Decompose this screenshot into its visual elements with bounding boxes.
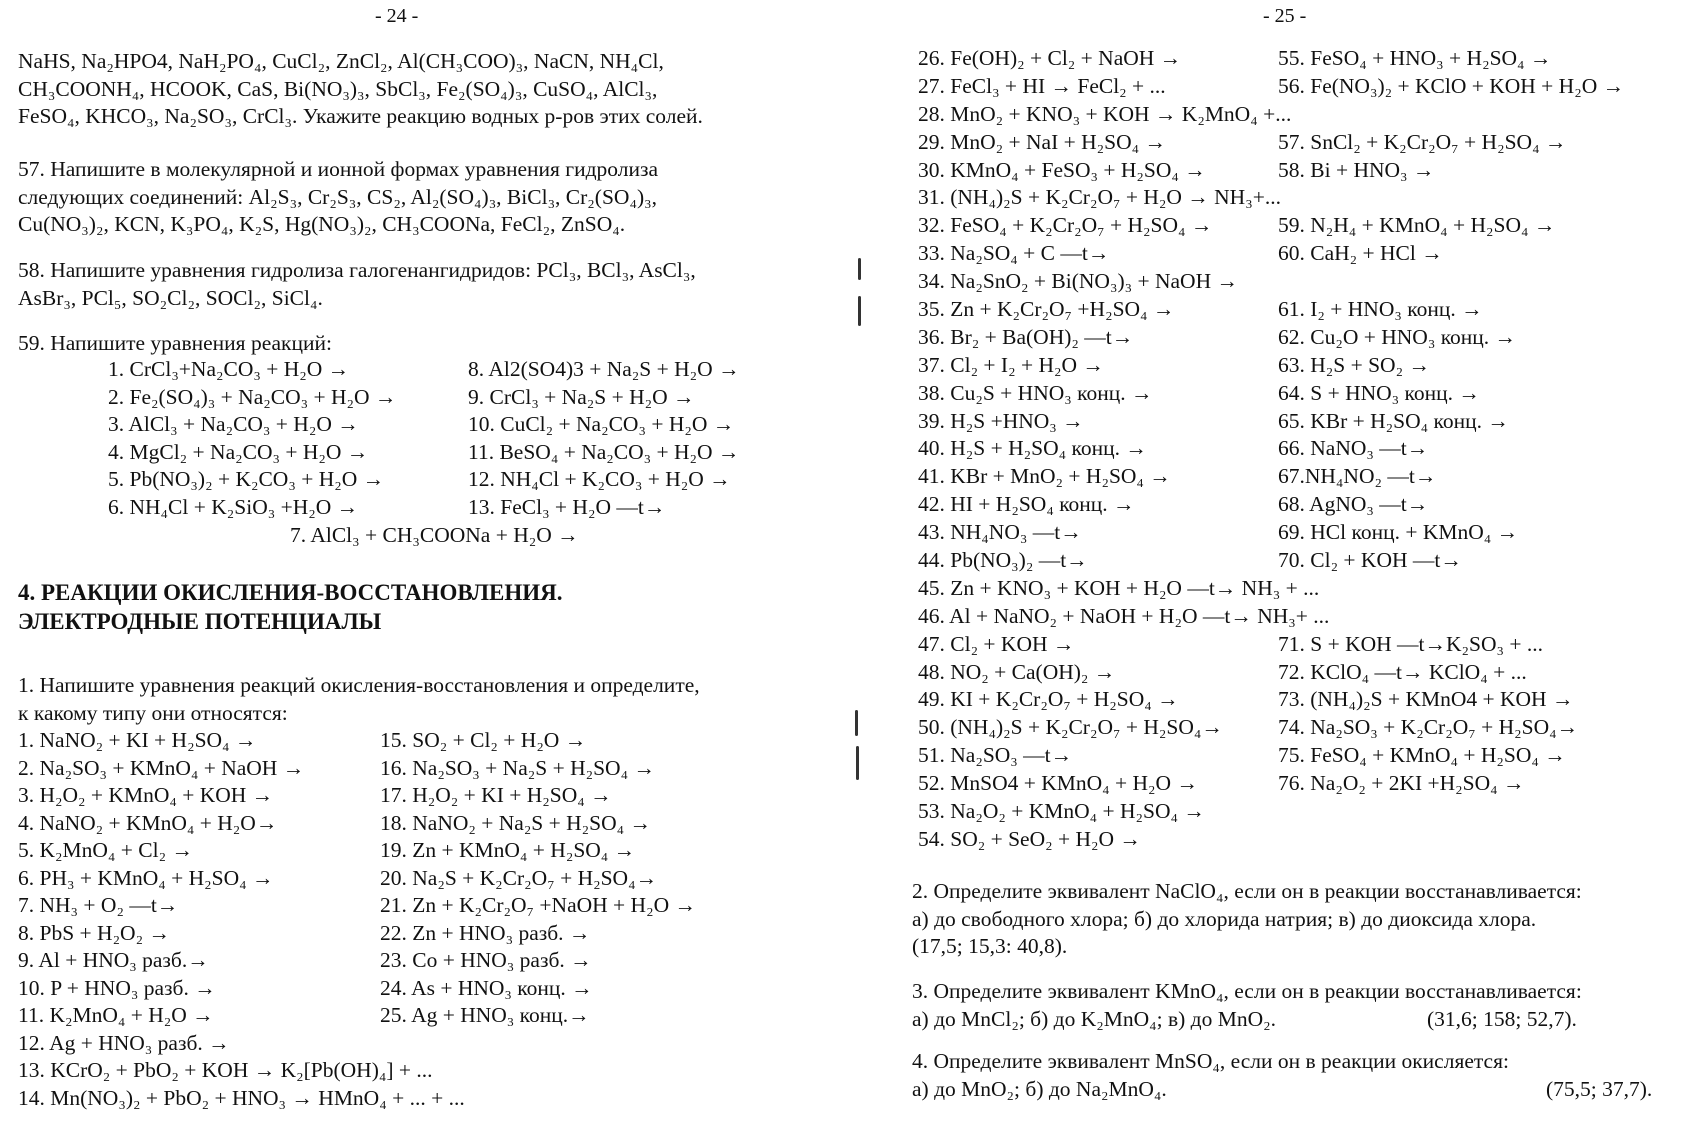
equation: 24. As + HNO₃ конц. →: [380, 975, 593, 1000]
equation: 4. NaNO₂ + KMnO₄ + H₂O→: [18, 810, 278, 835]
redox-column-4: [1278, 45, 1624, 798]
task-2-line: а) до свободного хлора; б) до хлорида натрия; в) до диоксида хлора.: [912, 906, 1537, 931]
equation: 9. CrCl₃ + Na₂S + H₂O →: [468, 384, 695, 409]
intro-line: NaHS, Na₂HPO4, NaH₂PO₄, CuCl₂, ZnCl₂, Al(CH₃COO)₃, NaCN, NH₄Cl,: [18, 49, 664, 73]
task-58: [18, 257, 783, 312]
equation: 23. Co + HNO₃ разб. →: [380, 948, 592, 972]
equation: 33. Na₂SO₄ + C —t→: [918, 241, 1110, 266]
equation: 65. KBr + H₂SO₄ конц. →: [1278, 408, 1509, 433]
equation: 3. AlCl₃ + Na₂CO₃ + H₂O →: [108, 412, 359, 436]
task-3-text: а) до MnCl₂; б) до K₂MnO₄; в) до MnO₂.: [912, 1006, 1276, 1031]
margin-mark: [858, 296, 861, 326]
redox-column-3: [918, 45, 1329, 854]
equation: 74. Na₂SO₃ + K₂Cr₂O₇ + H₂SO₄→: [1278, 715, 1579, 740]
task-4-line: 4. Определите эквивалент MnSO₄, если он в реакции окисляется:: [912, 1049, 1509, 1073]
equation: 63. H₂S + SO₂ →: [1278, 352, 1430, 377]
task-57: [18, 156, 783, 239]
equation: 64. S + HNO₃ конц. →: [1278, 380, 1480, 405]
equation: 8. PbS + H₂O₂ →: [18, 920, 170, 945]
section-heading-line-2: ЭЛЕКТРОДНЫЕ ПОТЕНЦИАЛЫ: [18, 609, 382, 635]
equation: 56. Fe(NO₃)₂ + KClO + KOH + H₂O →: [1278, 73, 1625, 98]
equation: 7. NH₃ + O₂ —t→: [18, 893, 179, 917]
equation: 13. FeCl₃ + H₂O —t→: [468, 494, 666, 519]
task-3-line: [912, 1006, 1652, 1034]
section-heading-line-1: 4. РЕАКЦИИ ОКИСЛЕНИЯ-ВОССТАНОВЛЕНИЯ.: [18, 580, 563, 605]
equation: 53. Na₂O₂ + KMnO₄ + H₂SO₄ →: [918, 799, 1205, 824]
equation: 60. CaH₂ + HCl →: [1278, 241, 1443, 266]
redox-column-2: [380, 727, 696, 1030]
equation: 66. NaNO₃ —t→: [1278, 436, 1429, 461]
equation: 36. Br₂ + Ba(OH)₂ —t→: [918, 324, 1134, 349]
task-57-line: Cu(NO₃)₂, KCN, K₃PO₄, K₂S, Hg(NO₃)₂, CH₃COONa, FeCl₂, ZnSO₄.: [18, 212, 626, 236]
task-4-text: а) до MnO₂; б) до Na₂MnO₄.: [912, 1076, 1167, 1101]
equation: 41. KBr + MnO₂ + H₂SO₄ →: [918, 464, 1171, 489]
equation: 73. (NH₄)₂S + KMnO4 + KOH →: [1278, 687, 1574, 712]
equation: 12. NH₄Cl + K₂CO₃ + H₂O →: [468, 467, 731, 491]
equation: 59. N₂H₄ + KMnO₄ + H₂SO₄ →: [1278, 213, 1556, 238]
equation: 9. Al + HNO₃ разб.→: [18, 948, 209, 972]
task-2: [912, 878, 1652, 961]
equation: 31. (NH₄)₂S + K₂Cr₂O₇ + H₂O → NH₃+...: [918, 185, 1281, 210]
equation: 4. MgCl₂ + Na₂CO₃ + H₂O →: [108, 439, 369, 464]
task-4: [912, 1048, 1652, 1103]
redox-intro-line: к какому типу они относятся:: [18, 700, 288, 725]
equation: 11. K₂MnO₄ + H₂O →: [18, 1003, 214, 1027]
equation: 67.NH₄NO₂ —t→: [1278, 464, 1437, 489]
equation: 11. BeSO₄ + Na₂CO₃ + H₂O →: [468, 439, 740, 464]
equation: 72. KClO₄ —t→ KClO₄ + ...: [1278, 659, 1527, 684]
task-2-answers: (17,5; 15,3: 40,8).: [912, 934, 1068, 958]
task-3: [912, 978, 1652, 1033]
equation: 55. FeSO₄ + HNO₃ + H₂SO₄ →: [1278, 46, 1552, 70]
equation: 10. P + HNO₃ разб. →: [18, 975, 216, 1000]
equation: [1278, 603, 1624, 631]
page-number-left: - 24 -: [375, 5, 419, 27]
equation: 54. SO₂ + SeO₂ + H₂O →: [918, 826, 1141, 851]
equation: 19. Zn + KMnO₄ + H₂SO₄ →: [380, 838, 636, 862]
equation: 1. CrCl₃+Na₂CO₃ + H₂O →: [108, 357, 350, 381]
page-number-right: - 25 -: [1263, 5, 1307, 27]
equation: 18. NaNO₂ + Na₂S + H₂SO₄ →: [380, 810, 652, 835]
equation: 26. Fe(OH)₂ + Cl₂ + NaOH →: [918, 46, 1182, 70]
equation: 14. Mn(NO₃)₂ + PbO₂ + HNO₃ → HMnO₄ + ... + ...: [18, 1085, 465, 1110]
equation: 58. Bi + HNO₃ →: [1278, 157, 1435, 182]
equation: 28. MnO₂ + KNO₃ + KOH → K₂MnO₄ +...: [918, 101, 1292, 126]
intro-paragraph: [18, 48, 783, 131]
equation: 27. FeCl₃ + HI → FeCl₂ + ...: [918, 73, 1166, 98]
equation: 62. Cu₂O + HNO₃ конц. →: [1278, 324, 1517, 349]
equation: 8. Al2(SO4)3 + Na₂S + H₂O →: [468, 357, 740, 381]
equation: 13. KCrO₂ + PbO₂ + KOH → K₂[Pb(OH)₄] + ...: [18, 1058, 433, 1082]
equation: 70. Cl₂ + KOH —t→: [1278, 548, 1462, 573]
task-4-answers: (75,5; 37,7).: [1546, 1076, 1653, 1101]
equation: 69. HCl конц. + KMnO₄ →: [1278, 520, 1519, 545]
equation: 57. SnCl₂ + K₂Cr₂O₇ + H₂SO₄ →: [1278, 129, 1567, 154]
equation: 37. Cl₂ + I₂ + H₂O →: [918, 352, 1104, 377]
equation: 2. Na₂SO₃ + KMnO₄ + NaOH →: [18, 755, 305, 780]
margin-mark: [855, 710, 858, 736]
equation: 32. FeSO₄ + K₂Cr₂O₇ + H₂SO₄ →: [918, 213, 1213, 238]
equation: 35. Zn + K₂Cr₂O₇ +H₂SO₄ →: [918, 297, 1175, 322]
equation: 71. S + KOH —t→K₂SO₃ + ...: [1278, 631, 1544, 656]
equation: 47. Cl₂ + KOH →: [918, 631, 1075, 656]
task-3-line: 3. Определите эквивалент KMnO₄, если он в реакции восстанавливается:: [912, 979, 1582, 1003]
equation: 44. Pb(NO₃)₂ —t→: [918, 548, 1088, 573]
equation: 1. NaNO₂ + KI + H₂SO₄ →: [18, 728, 257, 752]
equation: [1278, 184, 1624, 212]
equation: 5. K₂MnO₄ + Cl₂ →: [18, 838, 193, 862]
equation: 6. PH₃ + KMnO₄ + H₂SO₄ →: [18, 865, 274, 890]
equation: 42. HI + H₂SO₄ конц. →: [918, 492, 1135, 517]
equation: 43. NH₄NO₃ —t→: [918, 520, 1082, 545]
equation: 49. KI + K₂Cr₂O₇ + H₂SO₄ →: [918, 687, 1179, 712]
equation: 38. Cu₂S + HNO₃ конц. →: [918, 380, 1153, 405]
equation: 22. Zn + HNO₃ разб. →: [380, 920, 591, 945]
equation: 40. H₂S + H₂SO₄ конц. →: [918, 436, 1147, 461]
equation: 29. MnO₂ + NaI + H₂SO₄ →: [918, 129, 1166, 154]
equation: 21. Zn + K₂Cr₂O₇ +NaOH + H₂O →: [380, 893, 696, 917]
task-58-line: 58. Напишите уравнения гидролиза галогенангидридов: PCl₃, BCl₃, AsCl₃,: [18, 258, 696, 282]
equation: 51. Na₂SO₃ —t→: [918, 743, 1073, 768]
margin-mark: [856, 746, 859, 780]
equation: 48. NO₂ + Ca(OH)₂ →: [918, 659, 1116, 684]
task-58-line: AsBr₃, PCl₅, SO₂Cl₂, SOCl₂, SiCl₄.: [18, 285, 323, 310]
equation: 5. Pb(NO₃)₂ + K₂CO₃ + H₂O →: [108, 467, 385, 491]
section-heading: [18, 578, 563, 636]
task-4-line: [912, 1076, 1652, 1104]
equation: 34. Na₂SnO₂ + Bi(NO₃)₃ + NaOH →: [918, 269, 1238, 294]
equation: 39. H₂S +HNO₃ →: [918, 408, 1084, 433]
equation: 20. Na₂S + K₂Cr₂O₇ + H₂SO₄→: [380, 865, 658, 890]
task-3-answers: (31,6; 158; 52,7).: [1427, 1006, 1577, 1031]
task-2-line: 2. Определите эквивалент NaClO₄, если он в реакции восстанавливается:: [912, 879, 1582, 903]
equation: [1278, 101, 1624, 129]
equation: [1278, 575, 1624, 603]
equation: 61. I₂ + HNO₃ конц. →: [1278, 297, 1483, 322]
redox-intro: [18, 672, 783, 727]
equation: 2. Fe₂(SO₄)₃ + Na₂CO₃ + H₂O →: [108, 384, 397, 409]
equation: 16. Na₂SO₃ + Na₂S + H₂SO₄ →: [380, 755, 655, 780]
intro-line: CH₃COONH₄, HCOOK, CaS, Bi(NO₃)₃, SbCl₃, Fe₂(SO₄)₃, CuSO₄, AlCl₃,: [18, 76, 658, 101]
task-57-line: 57. Напишите в молекулярной и ионной формах уравнения гидролиза: [18, 157, 659, 181]
equation: 30. KMnO₄ + FeSO₃ + H₂SO₄ →: [918, 157, 1206, 182]
equation: 52. MnSO4 + KMnO₄ + H₂O →: [918, 771, 1198, 796]
equation: [1278, 268, 1624, 296]
equation: 15. SO₂ + Cl₂ + H₂O →: [380, 728, 587, 752]
equation: 25. Ag + HNO₃ конц.→: [380, 1003, 590, 1027]
equation: 10. CuCl₂ + Na₂CO₃ + H₂O →: [468, 412, 735, 436]
task-59-column-2: [468, 356, 740, 521]
task-59-column-1: [108, 356, 396, 521]
equation: 75. FeSO₄ + KMnO₄ + H₂SO₄ →: [1278, 743, 1566, 768]
equation: 50. (NH₄)₂S + K₂Cr₂O₇ + H₂SO₄→: [918, 715, 1223, 740]
equation: 17. H₂O₂ + KI + H₂SO₄ →: [380, 783, 612, 807]
equation: 3. H₂O₂ + KMnO₄ + KOH →: [18, 783, 274, 807]
equation: 68. AgNO₃ —t→: [1278, 492, 1429, 517]
margin-mark: [858, 258, 861, 280]
task-57-line: следующих соединений: Al₂S₃, Cr₂S₃, CS₂, Al₂(SO₄)₃, BiCl₃, Cr₂(SO₄)₃,: [18, 184, 657, 209]
equation: 6. NH₄Cl + K₂SiO₃ +H₂O →: [108, 494, 359, 519]
intro-line: FeSO₄, KHCO₃, Na₂SO₃, CrCl₃. Укажите реакцию водных р-ров этих солей.: [18, 104, 703, 128]
equation: 46. Al + NaNO₂ + NaOH + H₂O —t→ NH₃+ ...: [918, 603, 1330, 628]
equation: 76. Na₂O₂ + 2KI +H₂SO₄ →: [1278, 771, 1525, 796]
equation: 7. AlCl₃ + CH₃COONa + H₂O →: [290, 523, 579, 547]
equation: 45. Zn + KNO₃ + KOH + H₂O —t→ NH₃ + ...: [918, 575, 1320, 600]
task-59-title: 59. Напишите уравнения реакций:: [18, 331, 332, 355]
equation: 12. Ag + HNO₃ разб. →: [18, 1030, 230, 1055]
redox-intro-line: 1. Напишите уравнения реакций окисления-восстановления и определите,: [18, 673, 700, 697]
